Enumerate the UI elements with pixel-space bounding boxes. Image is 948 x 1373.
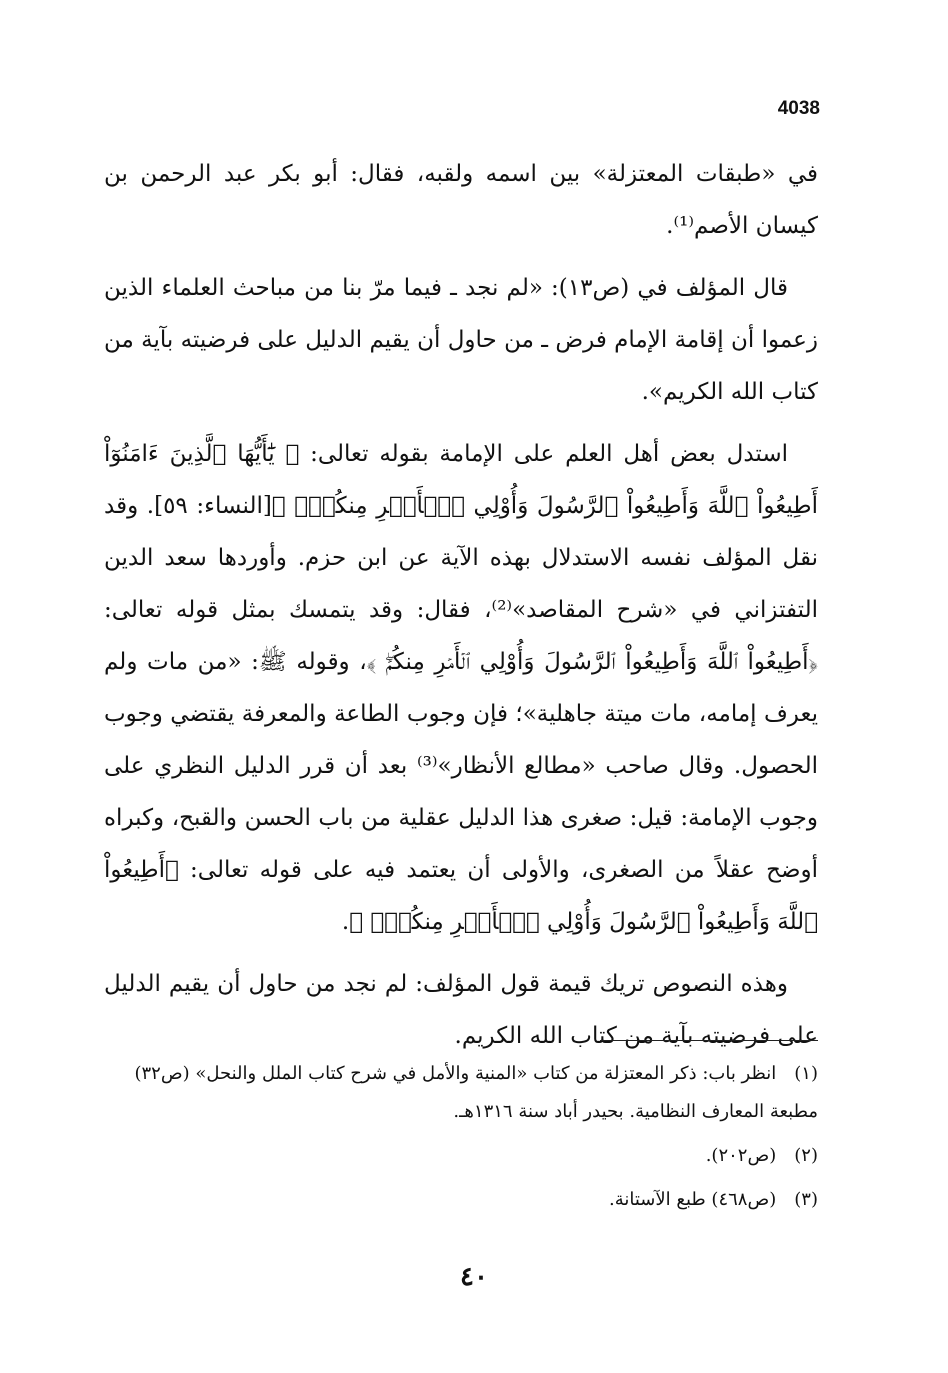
- paragraph: استدل بعض أهل العلم على الإمامة بقوله تعالى: ﴿ يَٰٓأَيُّهَا ٱلَّذِينَ ءَامَنُوٓاْ أَطِيعُواْ ٱللَّهَ وَأَطِيعُواْ ٱلرَّسُولَ وَأُوْلِي ٱلۡأَمۡرِ مِنكُمۡۖ ﴾[النساء: ٥٩]. وقد نقل المؤلف نفسه الاستدلال بهذه الآية عن ابن حزم. وأوردها سعد الدين التفتزاني في «شرح المقاصد»⁽²⁾، فقال: وقد يتمسك بمثل قوله تعالى: ﴿أَطِيعُواْ ٱللَّهَ وَأَطِيعُواْ ٱلرَّسُولَ وَأُوْلِي ٱلۡأَمۡرِ مِنكُمۡۖ ﴾، وقوله ﷺ: «من مات ولم يعرف إمامه، مات ميتة جاهلية»؛ فإن وجوب الطاعة والمعرفة يقتضي وجوب الحصول. وقال صاحب «مطالع الأنظار»⁽³⁾ بعد أن قرر الدليل النظري على وجوب الإمامة: قيل: صغرى هذا الدليل عقلية من باب الحسن والقبح، وكبراه أوضح عقلاً من الصغرى، والأولى أن يعتمد فيه على قوله تعالى: ﴿أَطِيعُواْ ٱللَّهَ وَأَطِيعُواْ ٱلرَّسُولَ وَأُوْلِي ٱلۡأَمۡرِ مِنكُمۡۖ ﴾.: [104, 441, 819, 935]
- paragraph: قال المؤلف في (ص١٣): «لم نجد ـ فيما مرّ بنا من مباحث العلماء الذين زعموا أن إقامة الإمام فرض ـ من حاول أن يقيم الدليل على فرضيته بآية من كتاب الله الكريم».: [104, 275, 818, 405]
- paragraph: وهذه النصوص تريك قيمة قول المؤلف: لم نجد من حاول أن يقيم الدليل على فرضيته بآية من كتاب الله الكريم.: [104, 971, 818, 1049]
- footnote: [104, 1137, 818, 1175]
- main-text: [104, 148, 818, 1072]
- footnote-text: انظر باب: ذكر المعتزلة من كتاب «المنية والأمل في شرح كتاب الملل والنحل» (ص٣٢) مطبعة المعارف النظامية. بحيدر أباد سنة ١٣١٦هـ.: [134, 1063, 818, 1122]
- footnote-number: (١): [794, 1063, 818, 1084]
- footnote: [104, 1181, 818, 1219]
- footnote-number: (٢): [794, 1145, 818, 1166]
- footnote: [104, 1055, 818, 1131]
- footnote-text: (ص٤٦٨) طبع الآستانة.: [609, 1189, 777, 1210]
- footnote-text: (ص٢٠٢).: [705, 1145, 777, 1166]
- page-number: ٤٠: [460, 1262, 488, 1292]
- paragraph: في «طبقات المعتزلة» بين اسمه ولقبه، فقال: أبو بكر عبد الرحمن بن كيسان الأصم⁽¹⁾.: [104, 161, 818, 239]
- footnotes: [104, 1055, 818, 1225]
- page-id: 4038: [777, 98, 820, 119]
- footnote-number: (٣): [794, 1189, 818, 1210]
- footnote-divider: [600, 1040, 818, 1041]
